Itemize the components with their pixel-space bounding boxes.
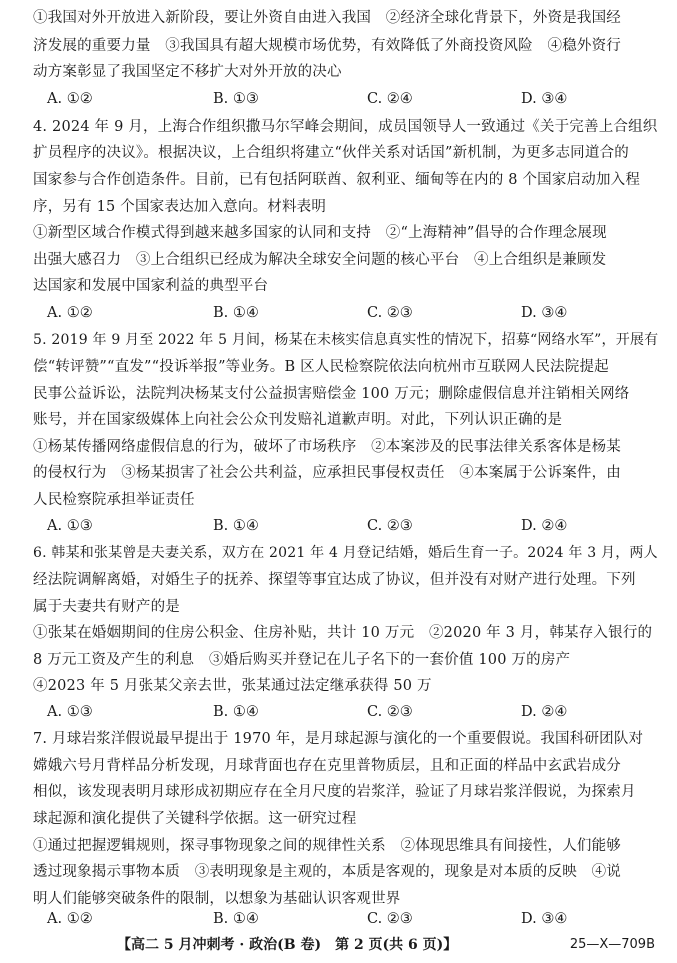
- q7-option-a: A. ①②: [47, 911, 93, 927]
- q7-line-3: 相似，该发现表明月球形成初期应存在全月尺度的岩浆洋，验证了月球岩浆洋假说，为探索月: [33, 784, 636, 800]
- q6-line-5: 8 万元工资及产生的利息 ③婚后购买并登记在儿子名下的一套价值 100 万的房产: [33, 652, 571, 668]
- q3-option-c: C. ②④: [367, 91, 413, 107]
- q4-line-5: ①新型区域合作模式得到越来越多国家的认同和支持 ②“上海精神”倡导的合作理念展现: [33, 225, 607, 241]
- q5-option-d: D. ②④: [521, 518, 568, 534]
- q5-line-2: 偿“转评赞”“直发”“投诉举报”等业务。B 区人民检察院依法向杭州市互联网人民法院提起: [33, 359, 609, 375]
- q7-line-6: 透过现象揭示事物本质 ③表明现象是主观的，本质是客观的，现象是对本质的反映 ④说: [33, 864, 621, 880]
- q7-option-c: C. ②③: [367, 911, 413, 927]
- q6-option-d: D. ②④: [521, 704, 568, 720]
- q6-option-c: C. ②③: [367, 704, 413, 720]
- q5-line-1: 5. 2019 年 9 月至 2022 年 5 月间，杨某在未核实信息真实性的情况下，招募“网络水军”，开展有: [33, 332, 659, 348]
- q6-option-a: A. ①③: [47, 704, 93, 720]
- q4-line-4: 序，另有 15 个国家表达加入意向。材料表明: [33, 199, 327, 215]
- q3-line-2: 济发展的重要力量 ③我国具有超大规模市场优势，有效降低了外商投资风险 ④稳外资行: [33, 38, 621, 54]
- q6-line-2: 经法院调解离婚，对婚生子的抚养、探望等事宜达成了协议，但并没有对财产进行处理。下列: [33, 572, 636, 588]
- q7-line-5: ①通过把握逻辑规则，探寻事物现象之间的规律性关系 ②体现思维具有间接性，人们能够: [33, 838, 621, 854]
- q5-line-6: 的侵权行为 ③杨某损害了社会公共利益，应承担民事侵权责任 ④本案属于公诉案件，由: [33, 465, 621, 481]
- q6-line-3: 属于夫妻共有财产的是: [33, 599, 180, 615]
- q5-option-b: B. ①④: [213, 518, 259, 534]
- q3-option-d: D. ③④: [521, 91, 568, 107]
- q3-line-1: ①我国对外开放进入新阶段，要让外资自由进入我国 ②经济全球化背景下，外资是我国经: [33, 10, 621, 26]
- q4-line-2: 扩员程序的决议》。根据决议，上合组织将建立“伙伴关系对话国”新机制，为更多志同道合的: [33, 145, 629, 161]
- q4-option-d: D. ③④: [521, 305, 568, 321]
- q5-options: [47, 516, 607, 536]
- q6-line-1: 6. 韩某和张某曾是夫妻关系，双方在 2021 年 4 月登记结婚，婚后生育一子。2024 年 3 月，两人: [33, 545, 658, 561]
- footer-exam-code: 25—X—709B: [569, 937, 655, 952]
- q5-option-c: C. ②③: [367, 518, 413, 534]
- q5-line-3: 民事公益诉讼，法院判决杨某支付公益损害赔偿金 100 万元；删除虚假信息并注销相关网络: [33, 386, 630, 402]
- q4-line-1: 4. 2024 年 9 月，上海合作组织撒马尔罕峰会期间，成员国领导人一致通过《关于完善上合组织: [33, 119, 658, 135]
- q7-line-7: 明人们能够突破条件的限制，以想象为基础认识客观世界: [33, 891, 401, 907]
- q6-line-4: ①张某在婚姻期间的住房公积金、住房补贴，共计 10 万元 ②2020 年 3 月，韩某存入银行的: [33, 625, 653, 641]
- q4-line-6: 出强大感召力 ③上合组织已经成为解决全球安全问题的核心平台 ④上合组织是兼顾发: [33, 252, 607, 268]
- q6-options: [47, 702, 607, 722]
- q4-option-c: C. ②③: [367, 305, 413, 321]
- q6-option-b: B. ①④: [213, 704, 259, 720]
- q7-options: [47, 909, 607, 929]
- q7-line-1: 7. 月球岩浆洋假说最早提出于 1970 年，是月球起源与演化的一个重要假说。我国科研团队对: [33, 731, 644, 747]
- q4-line-3: 国家参与合作创造条件。目前，已有包括阿联酋、叙利亚、缅甸等在内的 8 个国家启动加入程: [33, 172, 641, 188]
- q4-option-a: A. ①②: [47, 305, 93, 321]
- q7-line-4: 球起源和演化提供了关键科学依据。这一研究过程: [33, 811, 357, 827]
- footer-page-info: 【高二 5 月冲刺考 · 政治(B 卷) 第 2 页(共 6 页)】: [117, 937, 458, 953]
- q5-option-a: A. ①③: [47, 518, 93, 534]
- q7-line-2: 嫦娥六号月背样品分析发现，月球背面也存在克里普物质层，且和正面的样品中玄武岩成分: [33, 758, 621, 774]
- q5-line-7: 人民检察院承担举证责任: [33, 492, 195, 508]
- q4-line-7: 达国家和发展中国家利益的典型平台: [33, 278, 269, 294]
- q4-options: [47, 303, 607, 323]
- q5-line-4: 账号，并在国家级媒体上向社会公众刊发赔礼道歉声明。对此，下列认识正确的是: [33, 412, 563, 428]
- q6-line-6: ④2023 年 5 月张某父亲去世，张某通过法定继承获得 50 万: [33, 678, 432, 694]
- q4-option-b: B. ①④: [213, 305, 259, 321]
- q3-line-3: 动方案彰显了我国坚定不移扩大对外开放的决心: [33, 64, 342, 80]
- q3-option-b: B. ①③: [213, 91, 259, 107]
- q5-line-5: ①杨某传播网络虚假信息的行为，破坏了市场秩序 ②本案涉及的民事法律关系客体是杨某: [33, 439, 621, 455]
- q3-option-a: A. ①②: [47, 91, 93, 107]
- page-footer: [0, 934, 677, 956]
- q7-option-d: D. ③④: [521, 911, 568, 927]
- q3-options: [47, 89, 607, 109]
- q7-option-b: B. ①④: [213, 911, 259, 927]
